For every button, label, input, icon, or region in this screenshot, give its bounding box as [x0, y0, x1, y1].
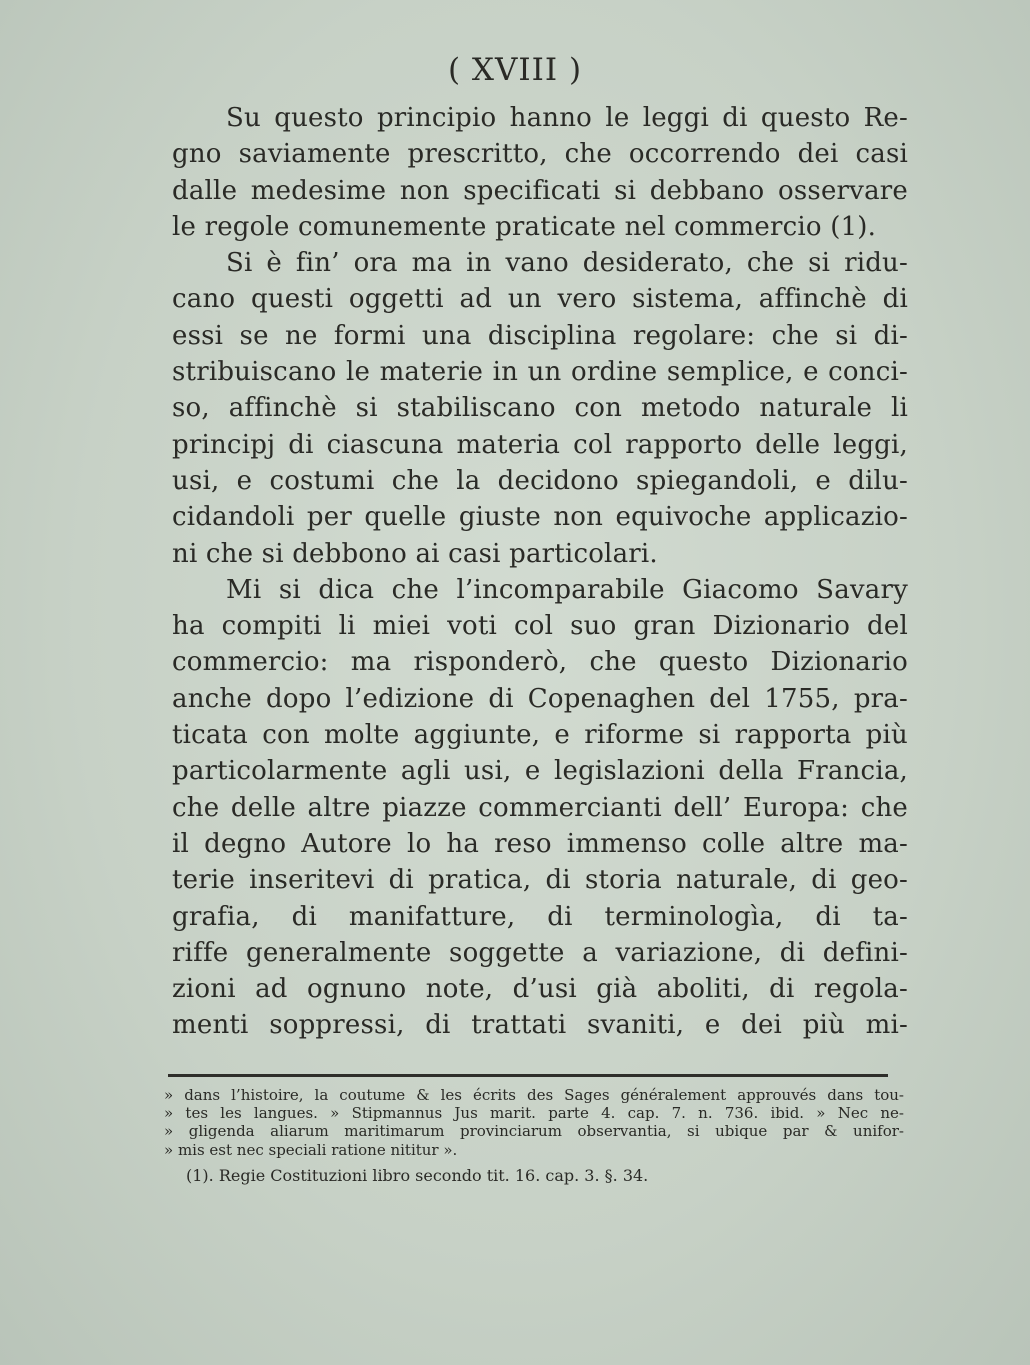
text-line: commercio: ma risponderò, che questo Dizionario	[172, 647, 908, 678]
footnote-divider	[168, 1074, 888, 1077]
text-line: Su questo principio hanno le leggi di questo Re-	[226, 103, 908, 133]
footnote-line: » tes les langues. » Stipmannus Jus marit. parte 4. cap. 7. n. 736. ibid. » Nec ne-	[164, 1104, 904, 1123]
text-line: riffe generalmente soggette a variazione, di defini-	[172, 937, 908, 968]
text-line: principj di ciascuna materia col rapporto delle leggi,	[172, 429, 908, 460]
footnotes-block	[164, 1086, 904, 1187]
text-line: so, affinchè si stabiliscano con metodo naturale li	[172, 393, 908, 424]
page-header: ( XVIII )	[447, 52, 583, 88]
text-line: ticata con molte aggiunte, e riforme si rapporta più	[172, 720, 908, 751]
text-line: menti soppressi, di trattati svaniti, e dei più mi-	[172, 1010, 908, 1041]
text-line: Si è fin’ ora ma in vano desiderato, che si ridu-	[226, 248, 908, 279]
main-text-block	[172, 100, 908, 1044]
text-line: ha compiti li miei voti col suo gran Dizionario del	[172, 611, 908, 642]
text-line: grafia, di manifatture, di terminologìa, di ta-	[172, 901, 908, 932]
text-line: terie inseritevi di pratica, di storia naturale, di geo-	[172, 865, 908, 896]
text-line: le regole comunemente praticate nel commercio (1).	[172, 211, 877, 242]
footnote-reference: (1). Regie Costituzioni libro secondo tit. 16. cap. 3. §. 34.	[186, 1165, 649, 1185]
text-line: che delle altre piazze commercianti dell’ Europa: che	[172, 792, 908, 823]
text-line: anche dopo l’edizione di Copenaghen del 1755, pra-	[172, 683, 908, 714]
footnote-line: » dans l’histoire, la coutume & les écrits des Sages généralement approuvés dans tou-	[164, 1086, 904, 1104]
text-line: zioni ad ognuno note, d’usi già aboliti, di regola-	[172, 974, 908, 1005]
text-line: usi, e costumi che la decidono spiegandoli, e dilu-	[172, 465, 908, 496]
text-line: cano questi oggetti ad un vero sistema, affinchè di	[172, 284, 908, 315]
text-line: il degno Autore lo ha reso immenso colle altre ma-	[172, 828, 908, 859]
text-line: Mi si dica che l’incomparabile Giacomo Savary	[226, 574, 908, 605]
footnote-line: » gligenda aliarum maritimarum provinciarum observantia, si ubique par & unifor-	[164, 1122, 904, 1141]
text-line: stribuiscano le materie in un ordine semplice, e conci-	[172, 357, 908, 388]
text-line: ni che si debbono ai casi particolari.	[172, 538, 658, 569]
text-line: gno saviamente prescritto, che occorrendo dei casi	[172, 139, 908, 170]
footnote-line: » mis est nec speciali ratione nititur ».	[164, 1140, 458, 1159]
text-line: essi se ne formi una disciplina regolare: che si di-	[172, 320, 908, 351]
text-line: cidandoli per quelle giuste non equivoche applicazio-	[172, 502, 908, 533]
text-line: dalle medesime non specificati si debbano osservare	[172, 175, 908, 206]
text-line: particolarmente agli usi, e legislazioni della Francia,	[172, 756, 908, 787]
